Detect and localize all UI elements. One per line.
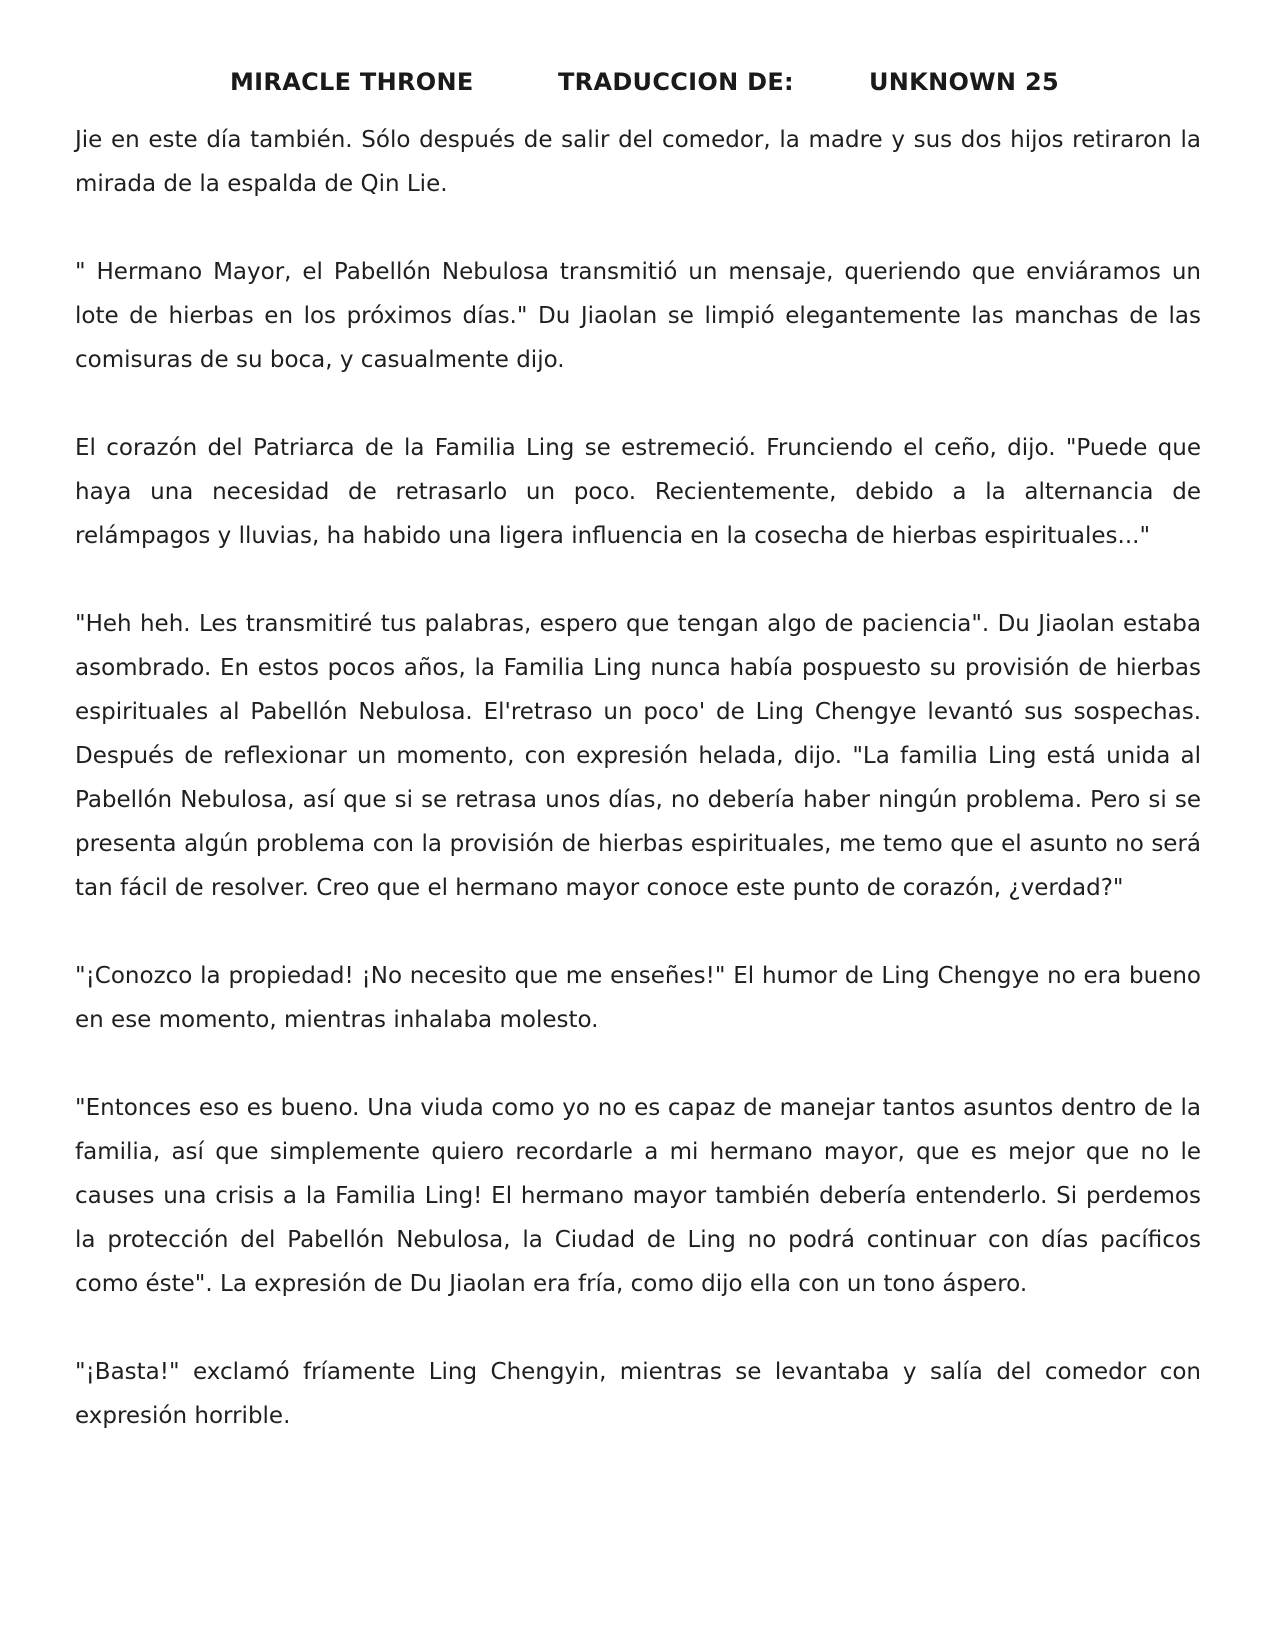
document-body	[75, 118, 1201, 1482]
paragraph: " Hermano Mayor, el Pabellón Nebulosa transmitió un mensaje, queriendo que enviáramos un lote de hierbas en los próximos días." Du Jiaolan se limpió elegantemente las manchas de las comisuras de su boca, y casualmente dijo.	[75, 259, 1201, 373]
page-header	[0, 68, 1275, 104]
translator-name: UNKNOWN 25	[869, 68, 1059, 96]
paragraph: "Entonces eso es bueno. Una viuda como yo no es capaz de manejar tantos asuntos dentro de la familia, así que simplemente quiero recordarle a mi hermano mayor, que es mejor que no le causes una crisis a la Familia Ling! El hermano mayor también debería entenderlo. Si perdemos la protección del Pabellón Nebulosa, la Ciudad de Ling no podrá continuar con días pacíficos como éste". La expresión de Du Jiaolan era fría, como dijo ella con un tono áspero.	[75, 1095, 1201, 1297]
novel-title: MIRACLE THRONE	[230, 68, 474, 96]
translation-label: TRADUCCION DE:	[558, 68, 794, 96]
paragraph: "¡Conozco la propiedad! ¡No necesito que me enseñes!" El humor de Ling Chengye no era bueno en ese momento, mientras inhalaba molesto.	[75, 963, 1201, 1033]
paragraph: "¡Basta!" exclamó fríamente Ling Chengyin, mientras se levantaba y salía del comedor con expresión horrible.	[75, 1359, 1201, 1429]
paragraph: "Heh heh. Les transmitiré tus palabras, espero que tengan algo de paciencia". Du Jiaolan estaba asombrado. En estos pocos años, la Familia Ling nunca había pospuesto su provisión de hierbas espirituales al Pabellón Nebulosa. El'retraso un poco' de Ling Chengye levantó sus sospechas. Después de reflexionar un momento, con expresión helada, dijo. "La familia Ling está unida al Pabellón Nebulosa, así que si se retrasa unos días, no debería haber ningún problema. Pero si se presenta algún problema con la provisión de hierbas espirituales, me temo que el asunto no será tan fácil de resolver. Creo que el hermano mayor conoce este punto de corazón, ¿verdad?"	[75, 611, 1201, 901]
paragraph: Jie en este día también. Sólo después de salir del comedor, la madre y sus dos hijos retiraron la mirada de la espalda de Qin Lie.	[75, 127, 1201, 197]
paragraph: El corazón del Patriarca de la Familia Ling se estremeció. Frunciendo el ceño, dijo. "Puede que haya una necesidad de retrasarlo un poco. Recientemente, debido a la alternancia de relámpagos y lluvias, ha habido una ligera influencia en la cosecha de hierbas espirituales..."	[75, 435, 1201, 549]
